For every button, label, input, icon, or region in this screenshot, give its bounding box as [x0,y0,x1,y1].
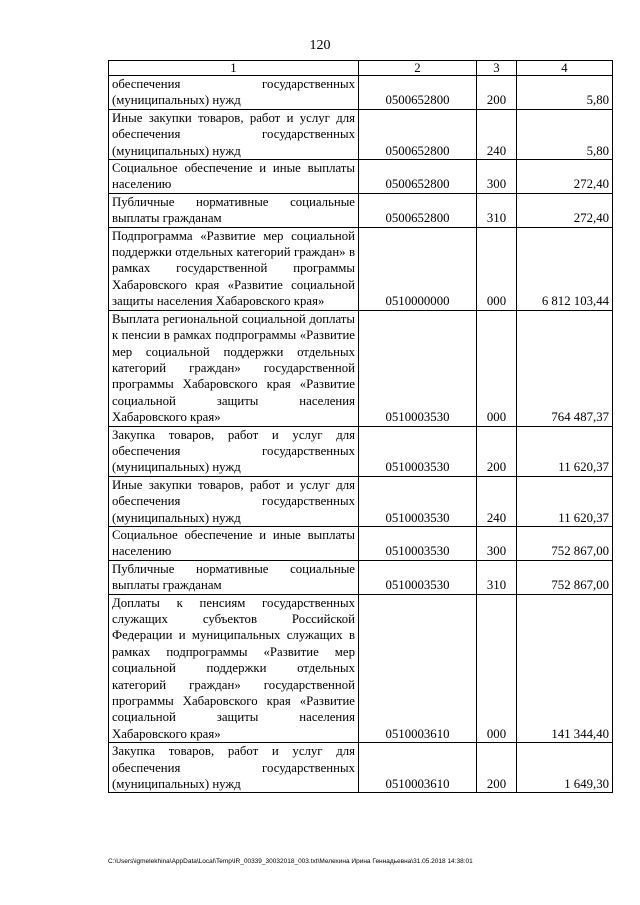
table-row [109,743,613,793]
column-header-code: 2 [359,61,477,76]
row-type: 200 [477,743,517,793]
column-header-amount: 4 [517,61,613,76]
row-code: 0510003530 [359,426,477,476]
row-code: 0510003530 [359,310,477,426]
row-type: 300 [477,526,517,560]
row-name: Выплата региональной социальной доплаты к пенсии в рамках подпрограммы «Развитие мер социальной поддержки отдельных категорий граждан» государственной программы Хабаровского края «Развитие социальной защиты населения Хабаровского края» [109,310,359,426]
row-name: Социальное обеспечение и иные выплаты населению [109,526,359,560]
column-header-name: 1 [109,61,359,76]
budget-table [108,60,613,793]
row-amount: 764 487,37 [517,310,613,426]
page-number: 120 [309,38,331,53]
row-name: Социальное обеспечение и иные выплаты населению [109,160,359,194]
row-code: 0510003530 [359,560,477,594]
row-code: 0500652800 [359,193,477,227]
row-name: обеспечения государственных (муниципальных) нужд [109,76,359,110]
table-row [109,310,613,426]
row-type: 000 [477,310,517,426]
row-code: 0510003610 [359,743,477,793]
row-name: Иные закупки товаров, работ и услуг для обеспечения государственных (муниципальных) нужд [109,476,359,526]
row-code: 0500652800 [359,160,477,194]
column-header-type: 3 [477,61,517,76]
table-row [109,227,613,310]
row-type: 240 [477,109,517,159]
row-name: Иные закупки товаров, работ и услуг для обеспечения государственных (муниципальных) нужд [109,109,359,159]
table-row [109,426,613,476]
row-name: Доплаты к пенсиям государственных служащих субъектов Российской Федерации и муниципальных служащих в рамках подпрограммы «Развитие мер социальной поддержки отдельных категорий граждан» государственной программы Хабаровского края «Развитие социальной защиты населения Хабаровского края» [109,594,359,743]
row-amount: 1 649,30 [517,743,613,793]
row-code: 0500652800 [359,109,477,159]
row-type: 000 [477,227,517,310]
file-path-footer: C:\Users\igmelekhina\AppData\Local\Temp\IR_00339_30032018_003.txt\Мелехина Ирина Геннадьевна\31.05.2018 14:38:01 [108,858,473,865]
row-type: 310 [477,193,517,227]
row-amount: 5,80 [517,76,613,110]
row-amount: 5,80 [517,109,613,159]
row-name: Публичные нормативные социальные выплаты гражданам [109,560,359,594]
table-row [109,476,613,526]
row-name: Публичные нормативные социальные выплаты гражданам [109,193,359,227]
row-amount: 272,40 [517,160,613,194]
row-amount: 272,40 [517,193,613,227]
table-row [109,594,613,743]
row-code: 0510003530 [359,476,477,526]
table-row [109,193,613,227]
row-amount: 6 812 103,44 [517,227,613,310]
row-amount: 141 344,40 [517,594,613,743]
row-name: Закупка товаров, работ и услуг для обеспечения государственных (муниципальных) нужд [109,743,359,793]
row-amount: 752 867,00 [517,526,613,560]
table-header-row [109,61,613,76]
row-name: Закупка товаров, работ и услуг для обеспечения государственных (муниципальных) нужд [109,426,359,476]
row-code: 0500652800 [359,76,477,110]
row-amount: 752 867,00 [517,560,613,594]
table-row [109,160,613,194]
row-amount: 11 620,37 [517,476,613,526]
row-type: 200 [477,426,517,476]
row-amount: 11 620,37 [517,426,613,476]
table-row [109,109,613,159]
row-code: 0510003610 [359,594,477,743]
row-type: 000 [477,594,517,743]
table-row [109,526,613,560]
row-type: 200 [477,76,517,110]
table-row [109,560,613,594]
row-name: Подпрограмма «Развитие мер социальной поддержки отдельных категорий граждан» в рамках государственной программы Хабаровского края «Развитие социальной защиты населения Хабаровского края» [109,227,359,310]
row-code: 0510003530 [359,526,477,560]
row-type: 310 [477,560,517,594]
row-type: 240 [477,476,517,526]
table-row [109,76,613,110]
row-type: 300 [477,160,517,194]
row-code: 0510000000 [359,227,477,310]
